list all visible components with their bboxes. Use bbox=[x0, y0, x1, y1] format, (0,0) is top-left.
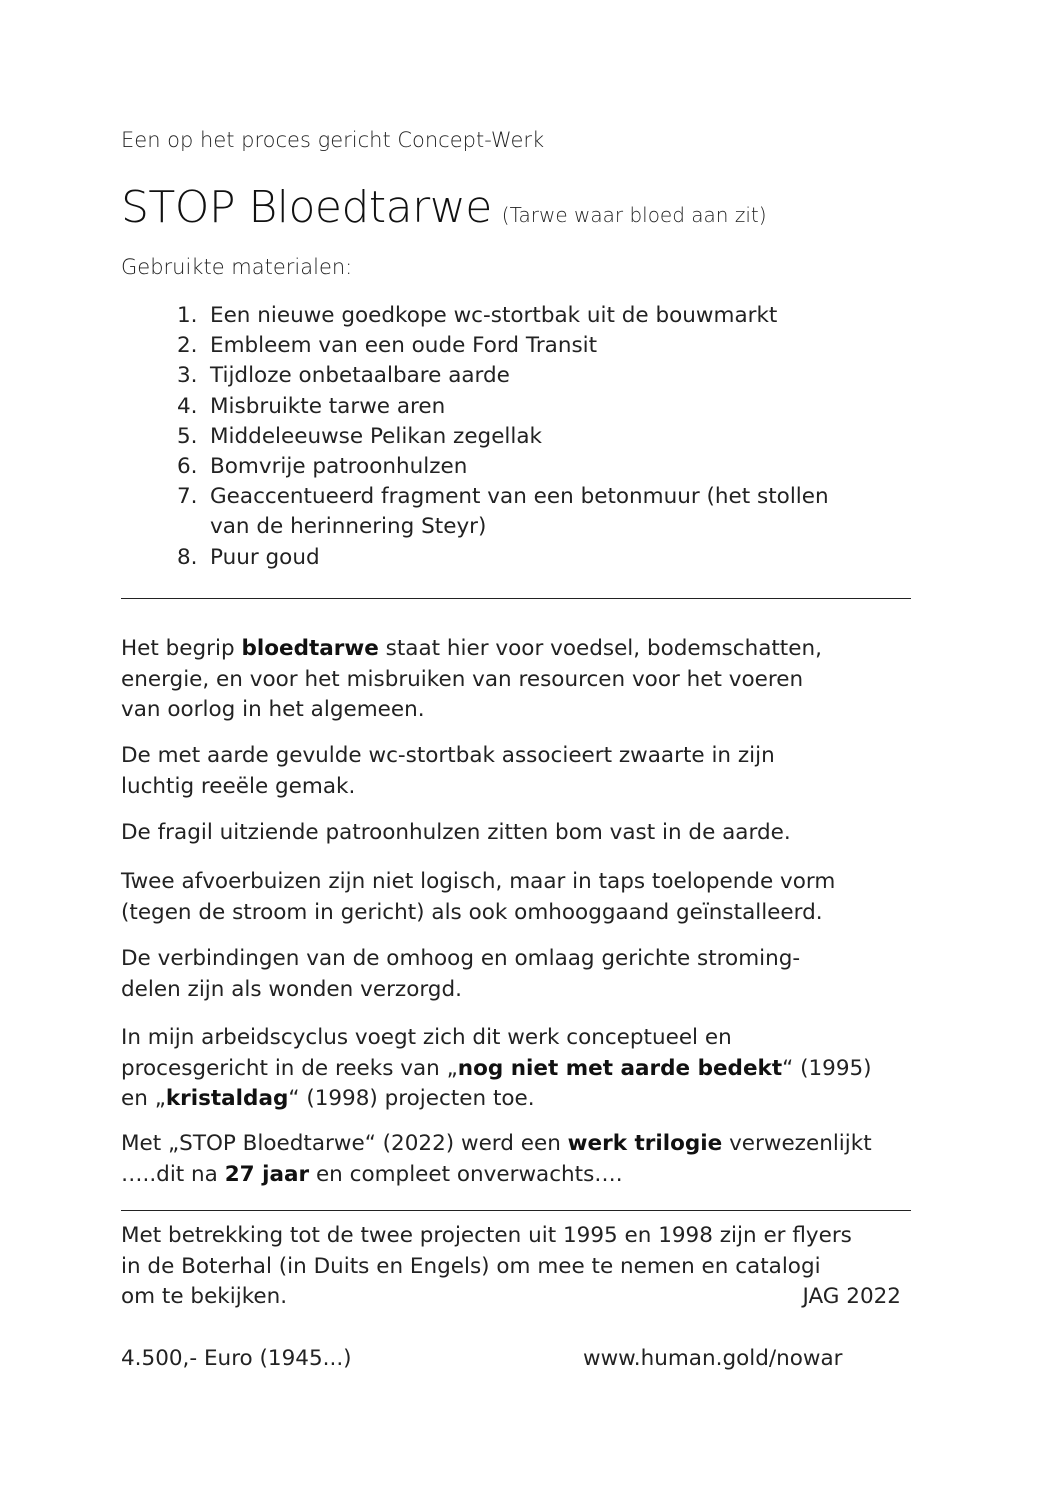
list-item: 2. Embleem van een oude Ford Transit bbox=[177, 333, 598, 359]
list-item: 4. Misbruikte tarwe aren bbox=[177, 393, 446, 419]
materials-heading: Gebruikte materialen: bbox=[121, 255, 353, 279]
paragraph-arbeidscyclus: In mijn arbeidscyclus voegt zich dit werk conceptueel en procesgericht in de reeks van „nog niet met aarde bedekt“ (1995) en „kristaldag“ (1998) projecten toe. bbox=[121, 1025, 872, 1111]
list-item: 1. Een nieuwe goedkope wc-stortbak uit de bouwmarkt bbox=[177, 303, 778, 328]
signature: JAG 2022 bbox=[802, 1284, 901, 1309]
paragraph-afvoerbuizen: Twee afvoerbuizen zijn niet logisch, maar in taps toelopende vorm (tegen de stroom in gericht) als ook omhooggaand geïnstalleerd. bbox=[121, 869, 836, 925]
title-row bbox=[121, 182, 767, 233]
paragraph-bloedtarwe: Het begrip bloedtarwe staat hier voor voedsel, bodemschatten, energie, en voor het misbruiken van resourcen voor het voeren van oorlog in het algemeen. bbox=[121, 636, 822, 722]
list-item: 3. Tijdloze onbetaalbare aarde bbox=[177, 363, 510, 389]
price-label: 4.500,- Euro (1945...) bbox=[121, 1346, 352, 1371]
list-item: 5. Middeleeuwse Pelikan zegellak bbox=[177, 423, 542, 449]
paragraph-flyers-note: Met betrekking tot de twee projecten uit 1995 en 1998 zijn er flyers in de Boterhal (in Duits en Engels) om mee te nemen en catalogi om te bekijken. JAG 2022 bbox=[121, 1221, 911, 1313]
paragraph-verbindingen: De verbindingen van de omhoog en omlaag gerichte stroming- delen zijn als wonden verzorgd. bbox=[121, 946, 801, 1002]
materials-list bbox=[177, 301, 829, 573]
list-item: 6. Bomvrije patroonhulzen bbox=[177, 454, 468, 480]
intro-line: Een op het proces gericht Concept-Werk bbox=[121, 128, 545, 152]
page-title: STOP Bloedtarwe bbox=[121, 182, 492, 233]
list-item: 7. Geaccentueerd fragment van een betonmuur (het stollen bbox=[177, 484, 829, 510]
website-url: www.human.gold/nowar bbox=[583, 1346, 843, 1371]
page-subtitle: (Tarwe waar bloed aan zit) bbox=[501, 203, 767, 227]
paragraph-stortbak: De met aarde gevulde wc-stortbak associeert zwaarte in zijn luchtig reeële gemak. bbox=[121, 743, 775, 799]
list-item: 8. Puur goud bbox=[177, 544, 320, 570]
divider-bottom bbox=[121, 1210, 911, 1211]
divider-top bbox=[121, 598, 911, 599]
paragraph-trilogie: Met „STOP Bloedtarwe“ (2022) werd een werk trilogie verwezenlijkt …..dit na 27 jaar en compleet onverwachts…. bbox=[121, 1131, 872, 1187]
list-item-continuation: van de herinnering Steyr) bbox=[210, 514, 487, 540]
paragraph-patroonhulzen: De fragil uitziende patroonhulzen zitten bom vast in de aarde. bbox=[121, 820, 791, 845]
